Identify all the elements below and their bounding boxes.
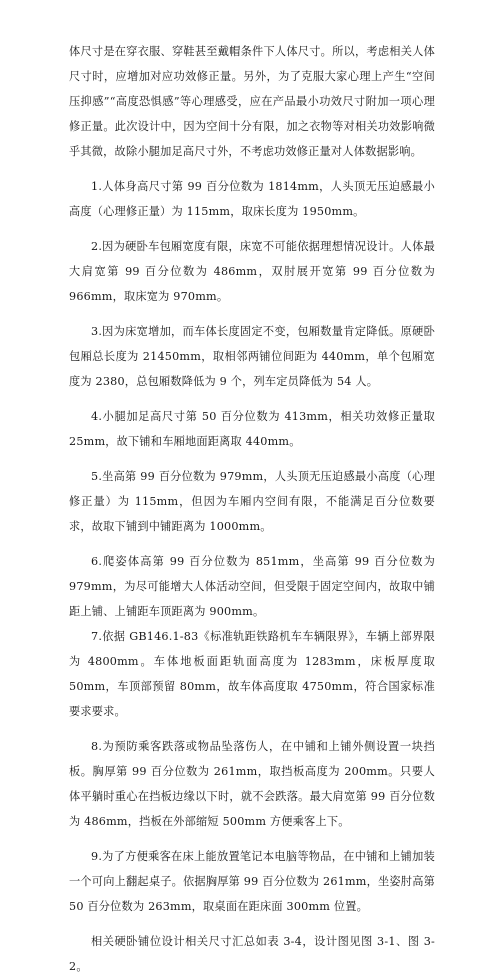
paragraph-item-9: 9.为了方便乘客在床上能放置笔记本电脑等物品，在中铺和上铺加装一个可向上翻起桌子。依据胸厚第 99 百分位数为 261mm，坐姿肘高第 50 百分位数为 263mm，取桌面在距床面 300mm 位置。 bbox=[69, 850, 435, 913]
paragraph-item-1: 1.人体身高尺寸第 99 百分位数为 1814mm，人头顶无压迫感最小高度（心理修正量）为 115mm，取床长度为 1950mm。 bbox=[69, 180, 435, 218]
document-body bbox=[69, 39, 435, 979]
paragraph-item-7: 7.依据 GB146.1-83《标准轨距铁路机车车辆限界》，车辆上部界限为 4800mm。车体地板面距轨面高度为 1283mm，床板厚度取 50mm，车顶部预留 80mm，故车体高度取 4750mm，符合国家标准要求要求。 bbox=[69, 630, 435, 718]
paragraph-item-5: 5.坐高第 99 百分位数为 979mm，人头顶无压迫感最小高度（心理修正量）为 115mm，但因为车厢内空间有限，不能满足百分位数要求，故取下铺到中铺距离为 1000mm。 bbox=[69, 470, 435, 533]
paragraph-item-8: 8.为预防乘客跌落或物品坠落伤人，在中铺和上铺外侧设置一块挡板。胸厚第 99 百分位数为 261mm，取挡板高度为 200mm。只要人体平躺时重心在挡板边缘以下时，就不会跌落。最大肩宽第 99 百分位数为 486mm，挡板在外部缩短 500mm 方便乘客上下。 bbox=[69, 740, 435, 828]
paragraph-intro-continued: 体尺寸是在穿衣服、穿鞋甚至戴帽条件下人体尺寸。所以，考虑相关人体尺寸时，应增加对应功效修正量。另外，为了克服大家心理上产生“空间压抑感”“高度恐惧感”等心理感受，应在产品最小功效尺寸附加一项心理修正量。此次设计中，因为空间十分有限，加之衣物等对相关功效影响微乎其微，故除小腿加足高尺寸外，不考虑功效修正量对人体数据影响。 bbox=[69, 45, 435, 158]
paragraph-item-4: 4.小腿加足高尺寸第 50 百分位数为 413mm，相关功效修正量取 25mm，故下铺和车厢地面距离取 440mm。 bbox=[69, 410, 435, 448]
paragraph-item-6: 6.爬姿体高第 99 百分位数为 851mm，坐高第 99 百分位数为 979mm，为尽可能增大人体活动空间，但受限于固定空间内，故取中铺距上铺、上铺距车顶距离为 900mm。 bbox=[69, 555, 435, 618]
paragraph-item-2: 2.因为硬卧车包厢宽度有限，床宽不可能依据理想情况设计。人体最大肩宽第 99 百分位数为 486mm，双肘展开宽第 99 百分位数为 966mm，取床宽为 970mm。 bbox=[69, 240, 435, 303]
paragraph-summary: 相关硬卧铺位设计相关尺寸汇总如表 3-4，设计图见图 3-1、图 3-2。 bbox=[69, 935, 435, 973]
paragraph-item-3: 3.因为床宽增加，而车体长度固定不变，包厢数量肯定降低。原硬卧包厢总长度为 21450mm，取相邻两铺位间距为 440mm，单个包厢宽度为 2380，总包厢数降低为 9 个，列车定员降低为 54 人。 bbox=[69, 325, 435, 388]
